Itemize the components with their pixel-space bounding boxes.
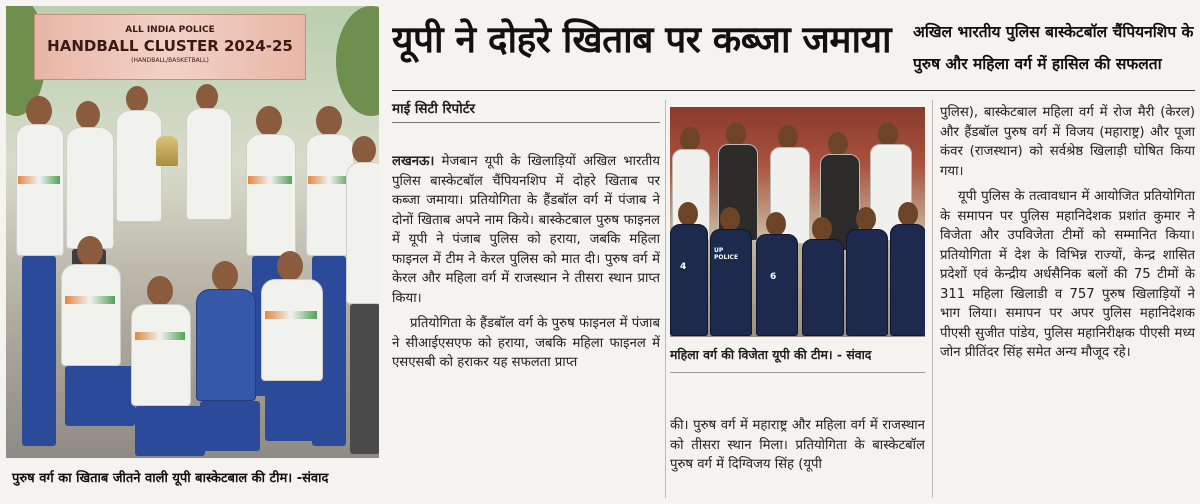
byline-rule <box>392 122 660 123</box>
article-paragraph: प्रतियोगिता के हैंडबॉल वर्ग के पुरुष फाइनल में पंजाब ने सीआईएसएफ को हराया, जबकि महिला फाइनल में एसएसबी को हराकर यह सफलता प्राप्त <box>392 316 660 370</box>
jersey-text: UP POLICE <box>714 247 739 261</box>
article-paragraph: की। पुरुष वर्ग में महाराष्ट्र और महिला वर्ग में राजस्थान को तीसरा स्थान मिला। प्रतियोगिता के बास्केटबॉल पुरुष वर्ग में दिग्विजय सिंह (यूपी <box>670 418 925 472</box>
column-divider <box>932 100 933 498</box>
trophy <box>156 136 178 166</box>
tree-right <box>336 6 379 116</box>
dateline: लखनऊ। <box>392 154 435 169</box>
event-banner <box>34 14 306 80</box>
caption-rule <box>670 372 925 373</box>
article-paragraph: यूपी पुलिस के तत्वावधान में आयोजित प्रतियोगिता के समापन पर पुलिस महानिदेशक प्रशांत कुमार ने विजेता और उपविजेता टीमों को सम्मानित किया। प्रतियोगिता में देश के विभिन्न राज्यों, केन्द्र शासित प्रदेशों एवं केन्द्रीय अर्धसैनिक बलों की 75 टीमों के 311 महिला खिलाडी व 757 पुरुष खिलाड़ियों ने भाग लिया। समापन पर अपर पुलिस महानिदेशक पीएसी सुजीत पांडेय, पुलिस महानिरीक्षक पीएसी मध्य जोन प्रीतिंदर सिंह समेत अन्य मौजूद रहे। <box>940 189 1195 360</box>
banner-line-2: HANDBALL CLUSTER 2024-25 <box>47 37 293 55</box>
women-team-photo: 4 UP POLICE 6 <box>670 107 925 337</box>
banner-line-1: ALL INDIA POLICE <box>125 25 215 35</box>
headline: यूपी ने दोहरे खिताब पर कब्जा जमाया <box>392 18 892 61</box>
article-column-2 <box>670 416 925 498</box>
article-column-1 <box>392 152 660 492</box>
banner-line-3: (HANDBALL/BASKETBALL) <box>131 57 209 64</box>
headline-rule <box>392 90 1195 91</box>
men-team-photo-caption: पुरुष वर्ग का खिताब जीतने वाली यूपी बास्केटबाल की टीम। -संवाद <box>12 471 329 486</box>
article-paragraph: मेजबान यूपी के खिलाड़ियों अखिल भारतीय पुलिस बास्केटबॉल चैंपियनशिप में दोहरे खिताब पर कब्जा जमाया। प्रतियोगिता के हैंडबॉल वर्ग में पंजाब ने दोनों खिताब अपने नाम किये। बास्केटबाल पुरुष फाइनल में यूपी ने पंजाब पुलिस को हराया, जबकि महिला फाइनल में टीम ने केरल पुलिस को मात दी। पुरुष वर्ग में केरल और महिला वर्ग में राजस्थान ने तीसरा स्थान प्राप्त किया। <box>392 154 660 306</box>
subheadline: अखिल भारतीय पुलिस बास्केटबॉल चैंपियनशिप के पुरुष और महिला वर्ग में हासिल की सफलता <box>913 23 1194 73</box>
women-team-photo-caption: महिला वर्ग की विजेता यूपी की टीम। - संवाद <box>670 347 872 362</box>
article-paragraph: पुलिस), बास्केटबाल महिला वर्ग में रोज मैरी (केरल) और हैंडबॉल पुरुष वर्ग में विजय (महाराष्ट्र) और पूजा कंवर (राजस्थान) को सर्वश्रेष्ठ खिलाड़ी घोषित किया गया। <box>940 105 1195 179</box>
men-team-photo <box>6 6 379 458</box>
article-column-3 <box>940 103 1195 498</box>
column-divider <box>665 100 666 498</box>
byline: माई सिटी रिपोर्टर <box>392 101 476 117</box>
